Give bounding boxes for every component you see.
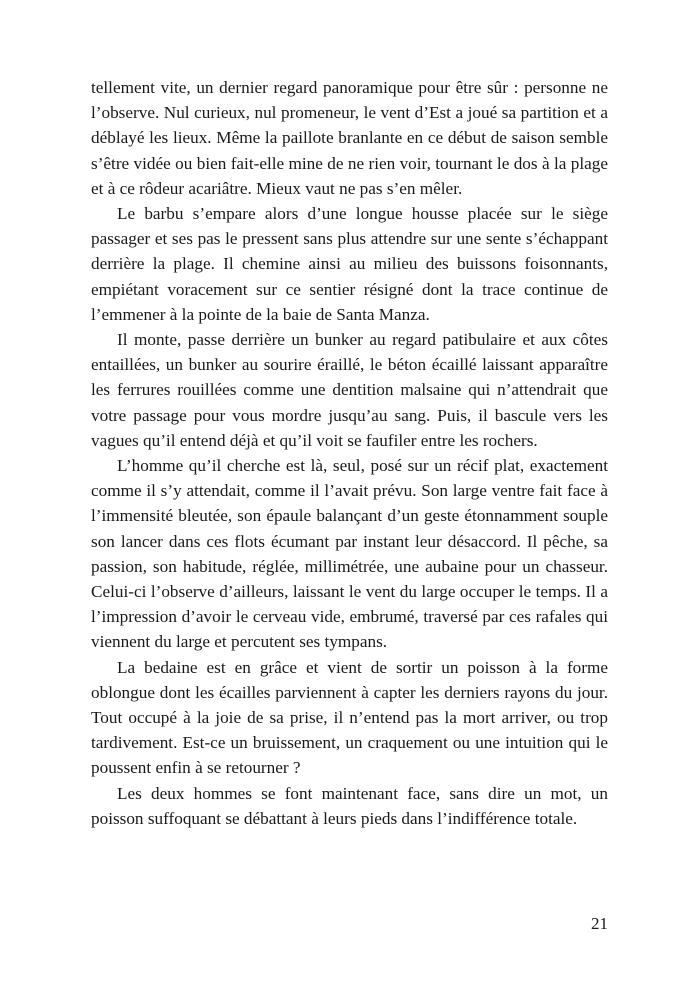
page-number: 21: [591, 914, 608, 933]
paragraph: La bedaine est en grâce et vient de sortir un poisson à la forme oblongue dont les écailles parviennent à capter les derniers rayons du jour. Tout occupé à la joie de sa prise, il n’entend pas la mort arriver, ou trop tardivement. Est-ce un bruissement, un craquement ou une intuition qui le poussent enfin à se retourner ?: [91, 657, 608, 778]
paragraph: Il monte, passe derrière un bunker au regard patibulaire et aux côtes entaillées, un bunker au sourire éraillé, le béton écaillé laissant apparaître les ferrures rouillées comme une dentition malsaine qui n’attendrait que votre passage pour vous mordre jusqu’au sang. Puis, il bascule vers les vagues qu’il entend déjà et qu’il voit se faufiler entre les rochers.: [91, 330, 608, 450]
paragraph: Les deux hommes se font maintenant face, sans dire un mot, un poisson suffoquant se débattant à leurs pieds dans l’indifférence totale.: [91, 783, 608, 828]
page-body: [91, 75, 608, 831]
paragraph: L’homme qu’il cherche est là, seul, posé sur un récif plat, exactement comme il s’y attendait, comme il l’avait prévu. Son large ventre fait face à l’immensité bleutée, son épaule balançant d’un geste étonnamment souple son lancer dans ces flots écumant par instant leur désaccord. Il pêche, sa passion, son habitude, réglée, millimétrée, une aubaine pour un chasseur. Celui-ci l’observe d’ailleurs, laissant le vent du large occuper le temps. Il a l’impression d’avoir le cerveau vide, embrumé, traversé par ces rafales qui viennent du large et percutent ses tympans.: [91, 456, 608, 652]
paragraph: tellement vite, un dernier regard panoramique pour être sûr : personne ne l’observe. Nul curieux, nul promeneur, le vent d’Est a joué sa partition et a déblayé les lieux. Même la paillote branlante en ce début de saison semble s’être vidée ou bien fait-elle mine de ne rien voir, tournant le dos à la plage et à ce rôdeur acariâtre. Mieux vaut ne pas s’en mêler.: [91, 78, 608, 198]
paragraph: Le barbu s’empare alors d’une longue housse placée sur le siège passager et ses pas le pressent sans plus attendre sur une sente s’échappant derrière la plage. Il chemine ainsi au milieu des buissons foisonnants, empiétant voracement sur ce sentier résigné dont la trace continue de l’emmener à la pointe de la baie de Santa Manza.: [91, 204, 608, 324]
